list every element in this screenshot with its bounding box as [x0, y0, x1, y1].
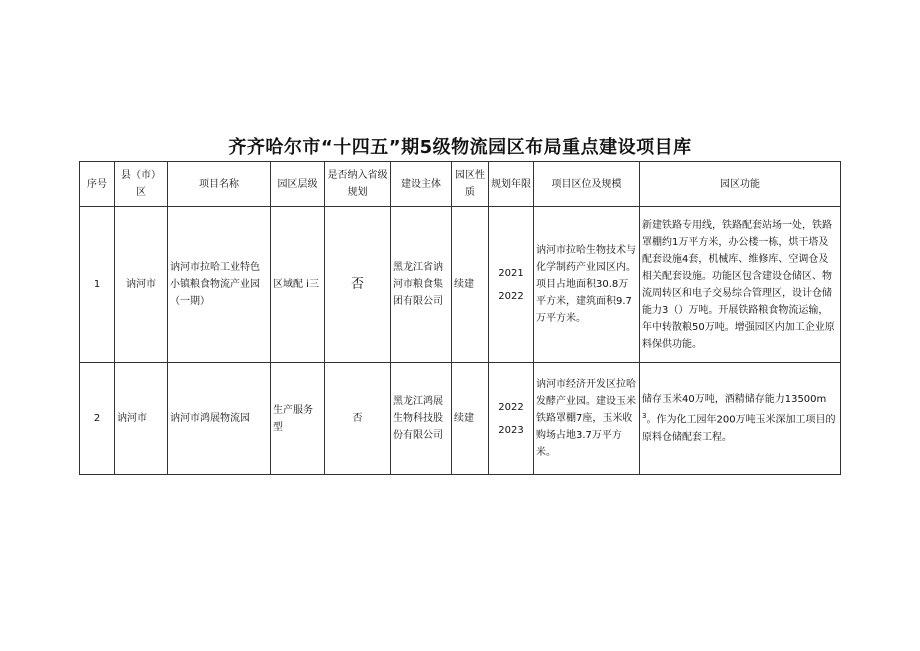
function-superscript: 3	[642, 412, 647, 421]
header-function: 园区功能	[640, 162, 841, 207]
year-end: 2023	[498, 424, 524, 436]
cell-nature: 续建	[452, 207, 489, 363]
cell-provincial: 否	[325, 207, 391, 363]
function-text-b: 。作为化工园年200万吨玉米深加工项目的原料仓储配套工程。	[642, 414, 836, 443]
cell-period	[489, 207, 534, 363]
cell-county: 讷河市	[115, 207, 168, 363]
header-name: 项目名称	[168, 162, 271, 207]
cell-name: 讷河市拉哈工业特色小镇粮食物流产业园（一期）	[168, 207, 271, 363]
cell-owner: 黑龙江省讷河市粮食集团有限公司	[391, 207, 452, 363]
function-text-a: 储存玉米40万吨，酒精储存能力13500m	[642, 394, 827, 406]
table-header-row	[80, 162, 841, 207]
cell-owner: 黑龙江鸿展生物科技股份有限公司	[391, 363, 452, 475]
year-start: 2021	[498, 267, 524, 279]
cell-level: 区域配 i三	[271, 207, 325, 363]
cell-level: 生产服务型	[271, 363, 325, 475]
header-level: 园区层级	[271, 162, 325, 207]
page-title: 齐齐哈尔市“十四五”期5级物流园区布局重点建设项目库	[228, 137, 692, 158]
cell-no: 2	[80, 363, 115, 475]
table-row	[80, 207, 841, 363]
cell-period	[489, 363, 534, 475]
cell-function: 新建铁路专用线，铁路配套站场一处，铁路罩棚约1万平方米，办公楼一栋，烘干塔及配套设施4套，机械库、维修库、空调仓及相关配套设施。功能区包含建设仓储区、物流周转区和电子交易综合管理区，设计仓储能力3（）万吨。开展铁路粮食物流运输，年中转散粮50万吨。增强园区内加工企业原料保供功能。	[640, 207, 841, 363]
cell-location: 讷河市经济开发区拉哈发酵产业园。建设玉米铁路罩棚7座，玉米收购场占地3.7万平方米。	[534, 363, 640, 475]
cell-county: 讷河市	[115, 363, 168, 475]
cell-provincial: 否	[325, 363, 391, 475]
header-nature: 园区性质	[452, 162, 489, 207]
cell-no: 1	[80, 207, 115, 363]
header-period: 规划年限	[489, 162, 534, 207]
year-start: 2022	[498, 401, 524, 413]
project-table	[79, 161, 841, 475]
cell-location: 讷河市拉哈生物技术与化学制药产业园区内。项目占地面积30.8万平方米，建筑面积9.7万平方米。	[534, 207, 640, 363]
header-county: 县（市）区	[115, 162, 168, 207]
header-location: 项目区位及规模	[534, 162, 640, 207]
cell-name: 讷河市鸿展物流园	[168, 363, 271, 475]
cell-function	[640, 363, 841, 475]
header-owner: 建设主体	[391, 162, 452, 207]
header-no: 序号	[80, 162, 115, 207]
cell-nature: 续建	[452, 363, 489, 475]
header-provincial: 是否纳入省级规划	[325, 162, 391, 207]
year-end: 2022	[498, 290, 524, 302]
table-row	[80, 363, 841, 475]
